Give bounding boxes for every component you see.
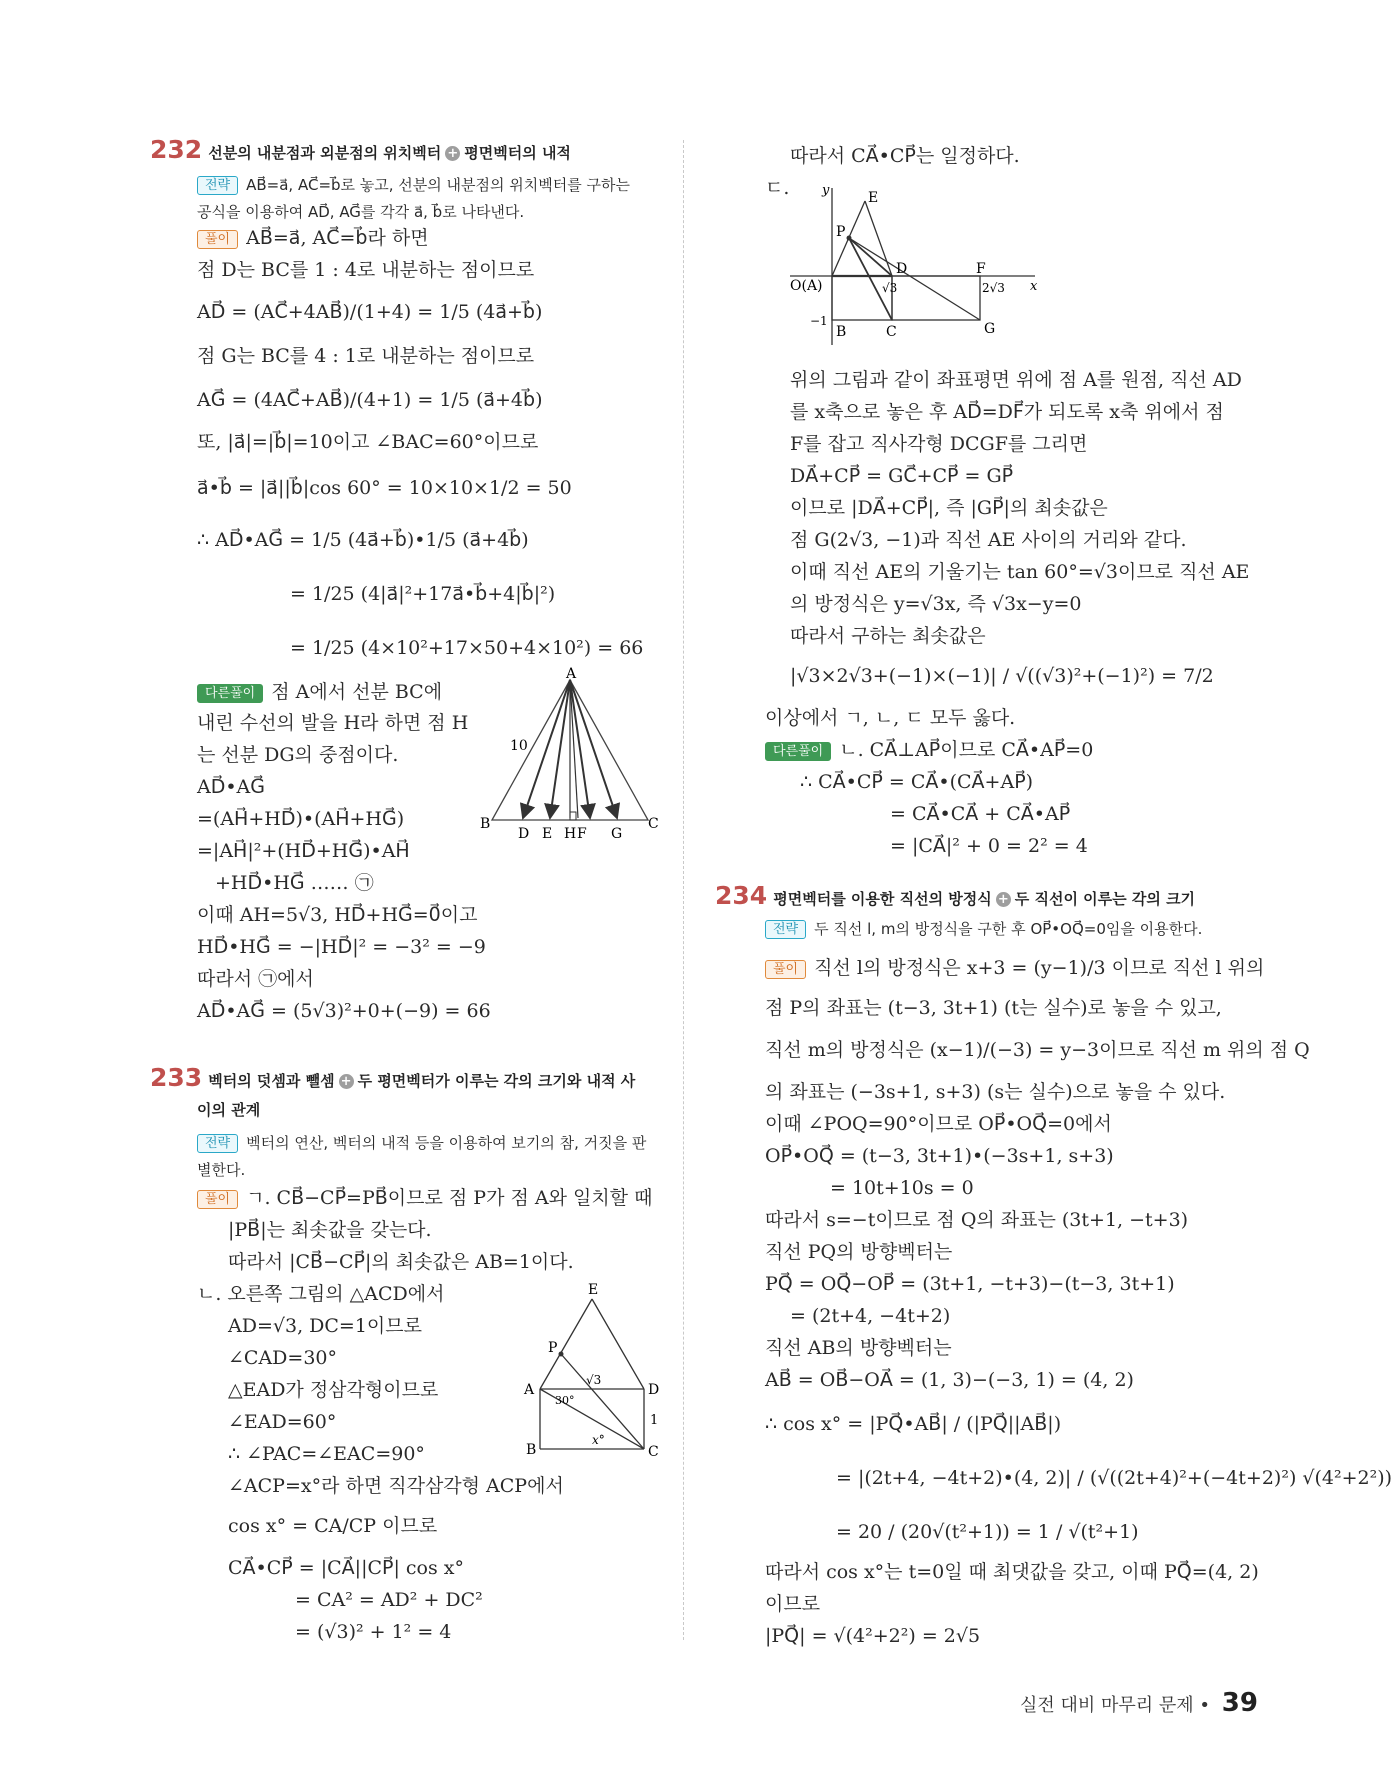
label-x: x (1030, 279, 1038, 294)
label-y: y (822, 183, 830, 198)
text-line: 내린 수선의 발을 H라 하면 점 H (197, 712, 469, 734)
text-line: 이상에서 ㄱ, ㄴ, ㄷ 모두 옳다. (765, 707, 1016, 729)
page-footer (1020, 1688, 1258, 1718)
text-line: 점 A에서 선분 BC에 (271, 681, 443, 703)
column-divider (683, 140, 684, 1640)
label-P: P (836, 224, 846, 240)
problem-title: 두 평면벡터가 이루는 각의 크기와 내적 사 (357, 1072, 636, 1090)
strategy-line (765, 916, 1202, 941)
equation-line: 의 방정식은 y=√3x, 즉 √3x−y=0 (790, 593, 1082, 615)
equation-line: AD⃗•AG⃗ = (5√3)²+0+(−9) = 66 (197, 1000, 491, 1022)
label-D: D (518, 826, 530, 842)
text-line: 점 P의 좌표는 (t−3, 3t+1) (t는 실수)로 놓을 수 있고, (765, 997, 1222, 1019)
label-E: E (868, 190, 879, 206)
equation-line: a⃗•b⃗ = |a⃗||b⃗|cos 60° = 10×10×1/2 = 50 (197, 477, 572, 499)
strategy-tag: 전략 (197, 176, 238, 195)
label-A: A (524, 1382, 535, 1398)
problem-title: 평면벡터를 이용한 직선의 방정식 (773, 890, 992, 908)
text-line: 따라서 ㉠에서 (197, 968, 314, 990)
solution-tag: 풀이 (197, 230, 238, 249)
equation-line: = 1/25 (4×10²+17×50+4×10²) = 66 (290, 637, 644, 659)
strategy-tag: 전략 (765, 920, 806, 939)
footer-label: 실전 대비 마무리 문제 (1020, 1695, 1194, 1716)
label-origin: O(A) (790, 278, 823, 294)
label-2sqrt3: 2√3 (982, 281, 1005, 295)
equation-line: = |(2t+4, −4t+2)•(4, 2)| / (√((2t+4)²+(−4t+2)²) √(4²+2²)) (836, 1467, 1392, 1489)
footer-dot: • (1199, 1695, 1211, 1716)
label-D: D (648, 1382, 660, 1398)
label-E: E (542, 826, 553, 842)
text-line: ㄷ. (765, 177, 790, 199)
text-line: AB⃗=a⃗, AC⃗=b⃗로 놓고, 선분의 내분점의 위치벡터를 구하는 (246, 176, 630, 194)
solution-tag: 풀이 (197, 1190, 238, 1209)
solution-line (765, 956, 1264, 980)
equation-line: DA⃗+CP⃗ = GC⃗+CP⃗ = GP⃗ (790, 465, 1014, 487)
label-C: C (648, 1444, 659, 1460)
plus-icon: + (996, 892, 1011, 907)
label-G: G (611, 826, 623, 842)
label-B: B (836, 324, 847, 340)
equation-line: = |CA⃗|² + 0 = 2² = 4 (890, 835, 1088, 857)
page-number: 39 (1221, 1688, 1258, 1718)
problem-title-cont: 이의 관계 (197, 1101, 261, 1119)
label-F: F (577, 826, 587, 842)
triangle-vector-figure (480, 666, 660, 842)
text-line: 두 직선 l, m의 방정식을 구한 후 OP⃗•OQ⃗=0임을 이용한다. (814, 920, 1203, 938)
label-minus1: −1 (810, 314, 828, 328)
text-line: 이때 ∠POQ=90°이므로 OP⃗•OQ⃗=0에서 (765, 1113, 1112, 1135)
equation-line: = 10t+10s = 0 (830, 1177, 974, 1199)
text-line: 직선 PQ의 방향벡터는 (765, 1241, 953, 1263)
problem-234-header (715, 881, 1196, 911)
equation-line: =(AH⃗+HD⃗)•(AH⃗+HG⃗) (197, 808, 405, 830)
equation-line: cos x° = CA/CP 이므로 (228, 1515, 438, 1537)
equation-line: CA⃗•CP⃗ = |CA⃗||CP⃗| cos x° (228, 1557, 464, 1579)
problem-title: 벡터의 덧셈과 뺄셈 (208, 1072, 335, 1090)
equation-line: AB⃗ = OB⃗−OA⃗ = (1, 3)−(−3, 1) = (4, 2) (765, 1369, 1134, 1391)
label-F: F (976, 261, 986, 277)
problem-title: 두 직선이 이루는 각의 크기 (1014, 890, 1196, 908)
text-line: 이때 직선 AE의 기울기는 tan 60°=√3이므로 직선 AE (790, 561, 1250, 583)
label-one: 1 (650, 1413, 659, 1428)
text-line: 벡터의 연산, 벡터의 내적 등을 이용하여 보기의 참, 거짓을 판 (246, 1134, 647, 1152)
problem-232-header (150, 135, 571, 165)
text-line: ㄴ. CA⃗⊥AP⃗이므로 CA⃗•AP⃗=0 (839, 739, 1094, 761)
label-P: P (548, 1340, 558, 1356)
text-line: △EAD가 정삼각형이므로 (228, 1379, 439, 1401)
strategy-tag: 전략 (197, 1134, 238, 1153)
label-D: D (896, 261, 908, 277)
equation-line: = (√3)² + 1² = 4 (295, 1621, 452, 1643)
equation-line: |PQ⃗| = √(4²+2²) = 2√5 (765, 1625, 981, 1647)
problem-number: 232 (150, 135, 203, 164)
problem-number: 233 (150, 1063, 203, 1092)
alt-solution-line (197, 680, 442, 704)
alt-solution-tag: 다른풀이 (197, 684, 263, 703)
text-line: 이므로 |DA⃗+CP⃗|, 즉 |GP⃗|의 최솟값은 (790, 497, 1108, 519)
label-C: C (648, 816, 659, 832)
label-side: 10 (510, 738, 528, 754)
text-line: 따라서 cos x°는 t=0일 때 최댓값을 갖고, 이때 PQ⃗=(4, 2) (765, 1561, 1259, 1583)
text-line: F를 잡고 직사각형 DCGF를 그리면 (790, 433, 1088, 455)
plus-icon: + (445, 146, 460, 161)
text-line: 따라서 구하는 최솟값은 (790, 625, 986, 647)
strategy-line (197, 1130, 646, 1155)
text-line: 따라서 |CB⃗−CP⃗|의 최솟값은 AB=1이다. (228, 1251, 574, 1273)
text-line: AB⃗=a⃗, AC⃗=b⃗라 하면 (246, 227, 429, 249)
equation-line: = CA² = AD² + DC² (295, 1589, 483, 1611)
coordinate-figure (790, 180, 1040, 350)
text-line: AD=√3, DC=1이므로 (228, 1315, 422, 1337)
label-E: E (588, 1282, 599, 1298)
equation-line: OP⃗•OQ⃗ = (t−3, 3t+1)•(−3s+1, s+3) (765, 1145, 1114, 1167)
label-x: x° (592, 1433, 605, 1447)
text-line: ∠ACP=x°라 하면 직각삼각형 ACP에서 (228, 1475, 564, 1497)
text-line: 따라서 CA⃗•CP⃗는 일정하다. (790, 145, 1020, 167)
text-line: 이므로 (765, 1593, 821, 1615)
text-line: ∠EAD=60° (228, 1411, 337, 1433)
solution-line (197, 226, 429, 250)
text-line: |PB⃗|는 최솟값을 갖는다. (228, 1219, 432, 1241)
text-line: 의 좌표는 (−3s+1, s+3) (s는 실수)으로 놓을 수 있다. (765, 1081, 1226, 1103)
text-line: ㄴ. 오른쪽 그림의 △ACD에서 (197, 1283, 445, 1305)
plus-icon: + (339, 1074, 354, 1089)
problem-233-header (150, 1063, 636, 1093)
text-line: 점 D는 BC를 1 : 4로 내분하는 점이므로 (197, 259, 535, 281)
equation-line: =|AH⃗|²+(HD⃗+HG⃗)•AH⃗ (197, 840, 410, 862)
equation-line: PQ⃗ = OQ⃗−OP⃗ = (3t+1, −t+3)−(t−3, 3t+1) (765, 1273, 1175, 1295)
text-line: 직선 AB의 방향벡터는 (765, 1337, 952, 1359)
problem-number: 234 (715, 881, 768, 910)
text-line: 이때 AH=5√3, HD⃗+HG⃗=0⃗이고 (197, 904, 478, 926)
equation-line: = (2t+4, −4t+2) (790, 1305, 951, 1327)
equation-line: |√3×2√3+(−1)×(−1)| / √((√3)²+(−1)²) = 7/2 (790, 665, 1214, 687)
equation-line: ∴ AD⃗•AG⃗ = 1/5 (4a⃗+b⃗)•1/5 (a⃗+4b⃗) (197, 529, 529, 551)
equation-line: AG⃗ = (4AC⃗+AB⃗)/(4+1) = 1/5 (a⃗+4b⃗) (197, 389, 543, 411)
equation-line: = 1/25 (4|a⃗|²+17a⃗•b⃗+4|b⃗|²) (290, 583, 556, 605)
text-line: 또, |a⃗|=|b⃗|=10이고 ∠BAC=60°이므로 (197, 431, 539, 453)
alt-solution-line (765, 738, 1093, 762)
solution-line (197, 1186, 652, 1210)
label-G: G (984, 321, 996, 337)
triangle-rectangle-figure (520, 1284, 670, 1464)
alt-solution-tag: 다른풀이 (765, 742, 831, 761)
label-B: B (526, 1442, 537, 1458)
text-line: 별한다. (197, 1161, 246, 1179)
text-line: 점 G는 BC를 4 : 1로 내분하는 점이므로 (197, 345, 535, 367)
equation-line: HD⃗•HG⃗ = −|HD⃗|² = −3² = −9 (197, 936, 486, 958)
solution-tag: 풀이 (765, 960, 806, 979)
equation-line: AD⃗•AG⃗ (197, 776, 266, 798)
text-line: 는 선분 DG의 중점이다. (197, 744, 399, 766)
text-line: 직선 l의 방정식은 x+3 = (y−1)/3 이므로 직선 l 위의 (814, 957, 1265, 979)
strategy-line (197, 172, 630, 197)
text-line: ∠CAD=30° (228, 1347, 338, 1369)
label-H: H (564, 826, 577, 842)
text-line: 를 x축으로 놓은 후 AD⃗=DF⃗가 되도록 x축 위에서 점 (790, 401, 1224, 423)
label-sqrt3: √3 (586, 1373, 602, 1387)
equation-line: ∴ cos x° = |PQ⃗•AB⃗| / (|PQ⃗||AB⃗|) (765, 1413, 1062, 1435)
equation-line: AD⃗ = (AC⃗+4AB⃗)/(1+4) = 1/5 (4a⃗+b⃗) (197, 301, 543, 323)
text-line: 점 G(2√3, −1)과 직선 AE 사이의 거리와 같다. (790, 529, 1187, 551)
text-line: ∴ ∠PAC=∠EAC=90° (228, 1443, 425, 1465)
text-line: 위의 그림과 같이 좌표평면 위에 점 A를 원점, 직선 AD (790, 369, 1242, 391)
label-sqrt3: √3 (882, 281, 898, 295)
text-line: ㄱ. CB⃗−CP⃗=PB⃗이므로 점 P가 점 A와 일치할 때 (246, 1187, 653, 1209)
label-B: B (480, 816, 491, 832)
equation-line: = CA⃗•CA⃗ + CA⃗•AP⃗ (890, 803, 1071, 825)
label-A: A (566, 666, 577, 682)
text-line: 공식을 이용하여 AD⃗, AG⃗를 각각 a⃗, b⃗로 나타낸다. (197, 203, 525, 221)
problem-title: 평면벡터의 내적 (464, 144, 571, 162)
label-C: C (886, 324, 897, 340)
equation-line: ∴ CA⃗•CP⃗ = CA⃗•(CA⃗+AP⃗) (800, 771, 1034, 793)
problem-title: 선분의 내분점과 외분점의 위치벡터 (208, 144, 442, 162)
label-30deg: 30° (555, 1394, 575, 1407)
text-line: 직선 m의 방정식은 (x−1)/(−3) = y−3이므로 직선 m 위의 점 Q (765, 1039, 1310, 1061)
text-line: 따라서 s=−t이므로 점 Q의 좌표는 (3t+1, −t+3) (765, 1209, 1189, 1231)
equation-line: = 20 / (20√(t²+1)) = 1 / √(t²+1) (836, 1521, 1139, 1543)
equation-line: +HD⃗•HG⃗ …… ㉠ (215, 872, 374, 894)
